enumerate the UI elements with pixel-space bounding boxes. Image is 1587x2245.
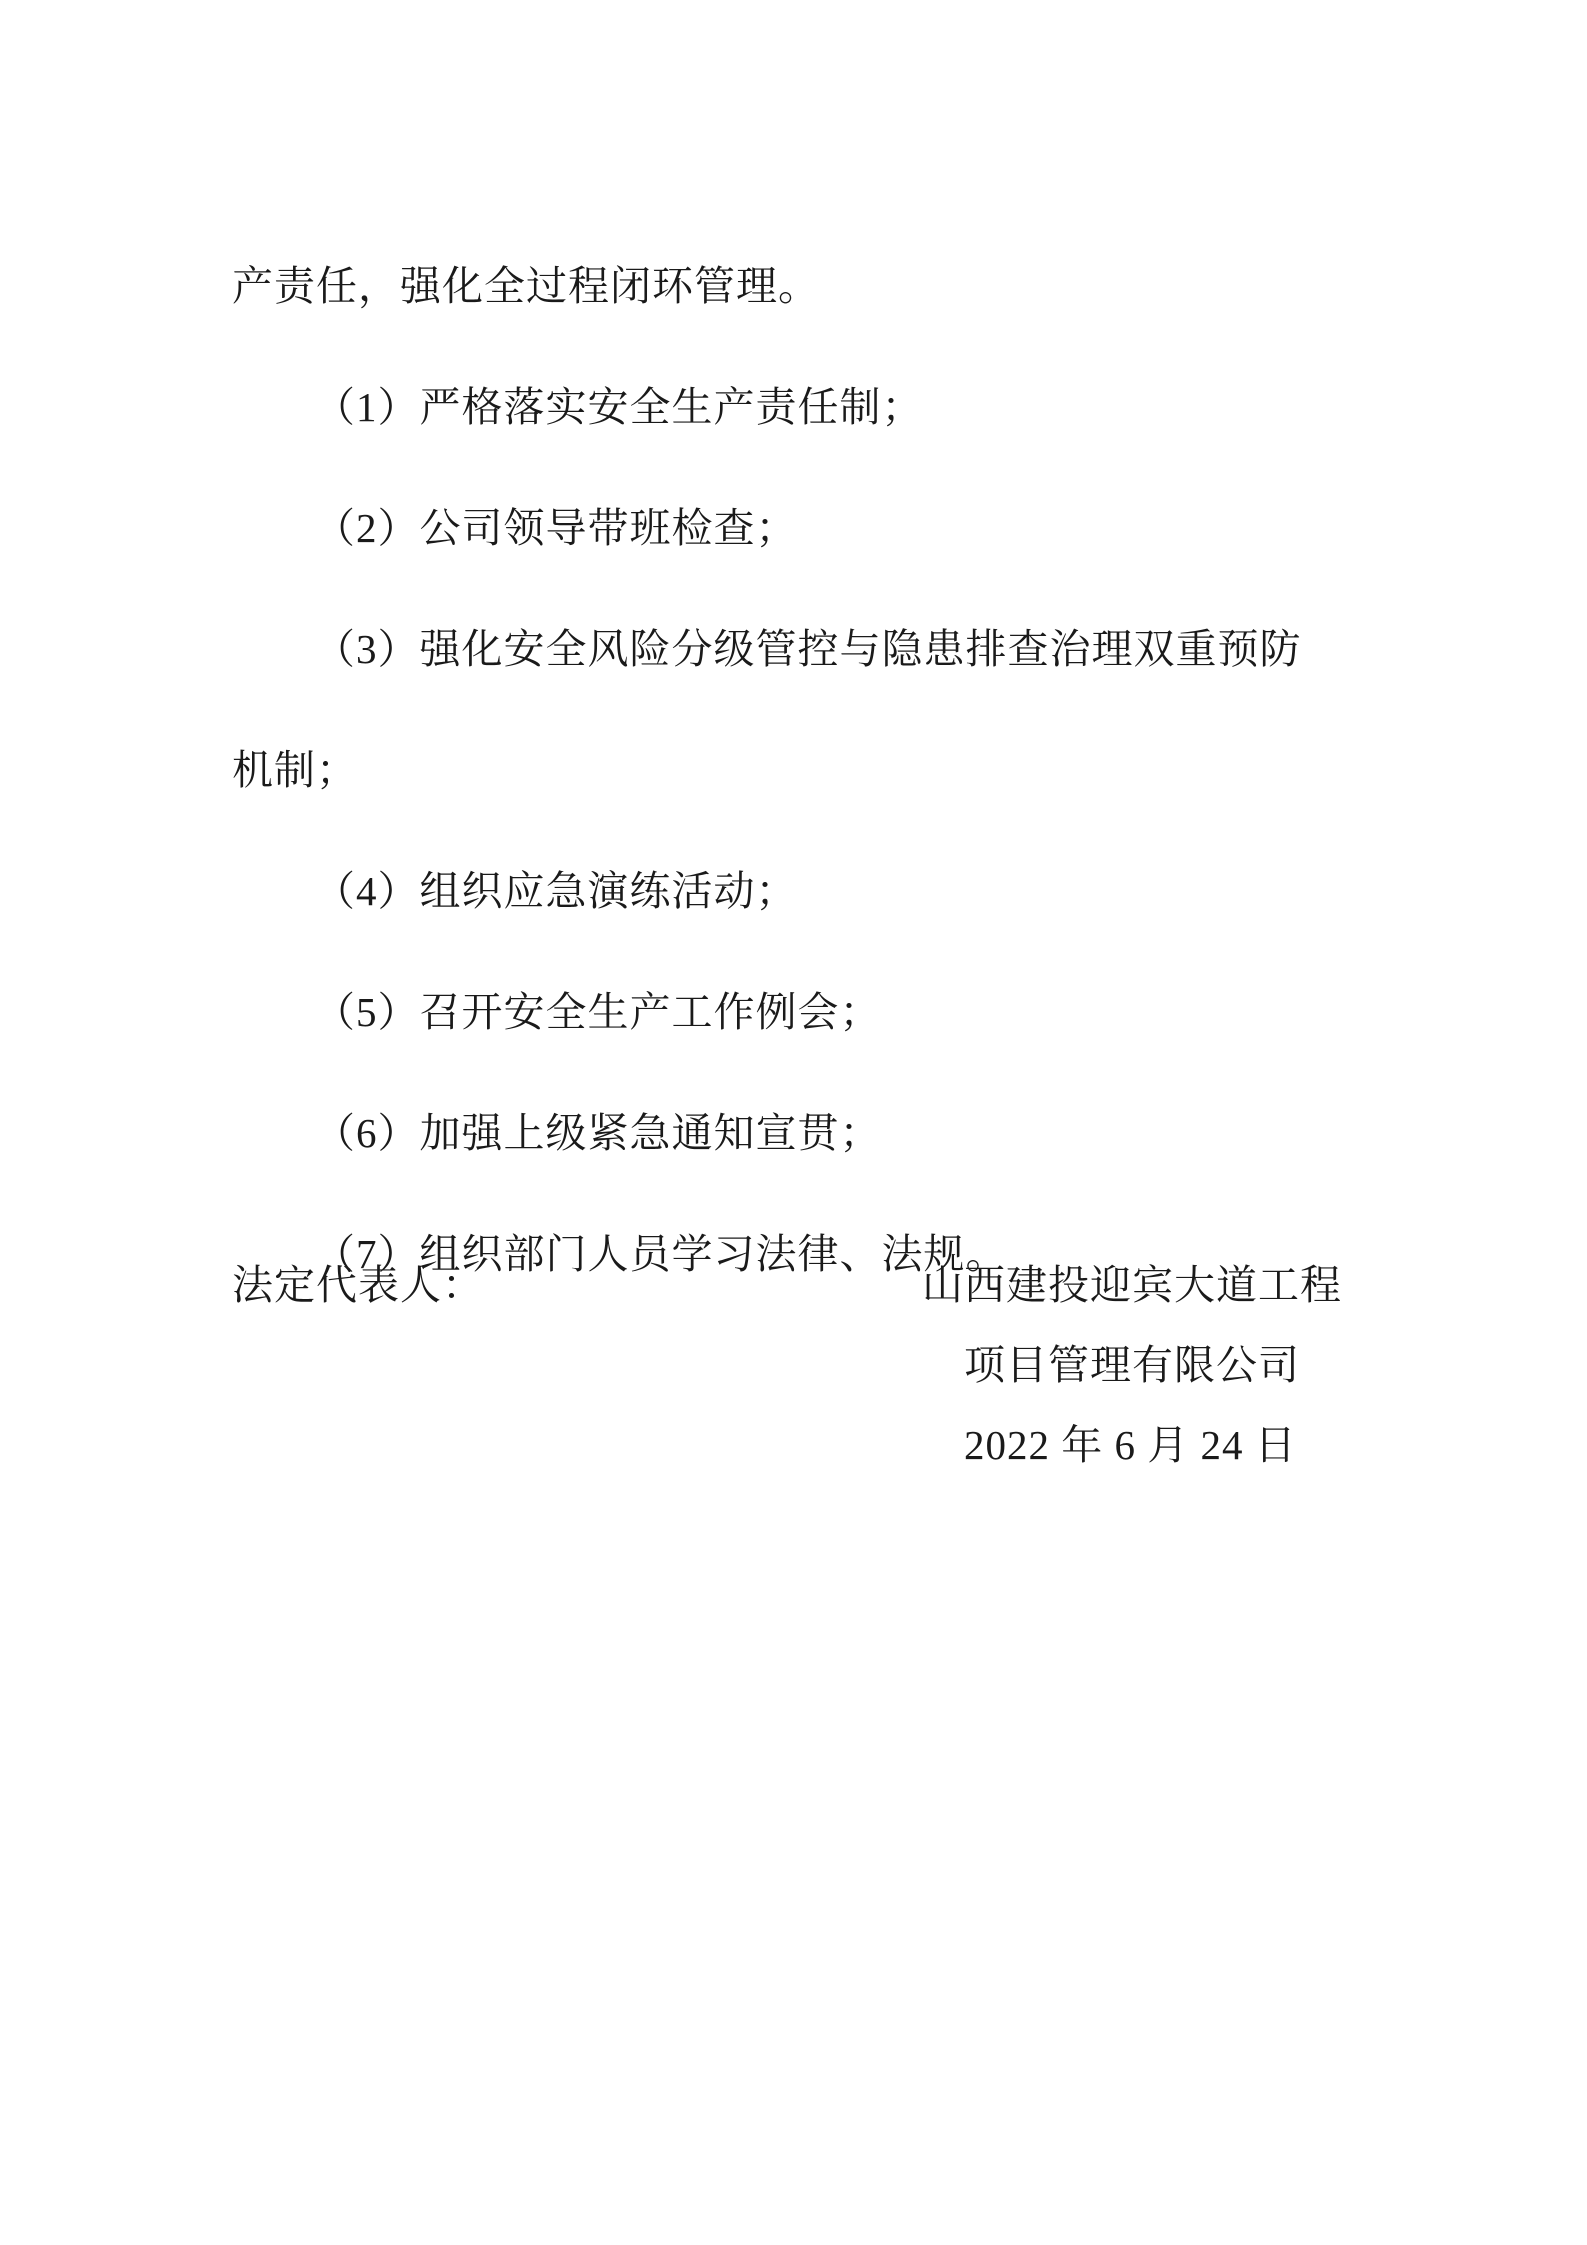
list-item-5: （5）召开安全生产工作例会； xyxy=(314,989,882,1035)
signing-company xyxy=(922,1245,1342,1485)
list-item-2: （2）公司领导带班检查； xyxy=(314,505,798,551)
company-name-line-1: 山西建投迎宾大道工程 xyxy=(922,1262,1342,1308)
document-body xyxy=(232,205,1352,1335)
signature-row xyxy=(232,1245,1352,1485)
list-item-6: （6）加强上级紧急通知宣贯； xyxy=(314,1110,882,1156)
list-item-3: （3）强化安全风险分级管控与隐患排查治理双重预防 xyxy=(314,626,1302,672)
list-item-4: （4）组织应急演练活动； xyxy=(314,868,798,914)
paragraph-continuation: 产责任，强化全过程闭环管理。 xyxy=(232,263,820,309)
list-item-7: （7）组织部门人员学习法律、法规。 xyxy=(314,1231,1008,1277)
signature-block xyxy=(232,1245,1352,1485)
company-name-line-2: 项目管理有限公司 xyxy=(964,1342,1300,1388)
list-item-1: （1）严格落实安全生产责任制； xyxy=(314,384,924,430)
legal-representative-label: 法定代表人： xyxy=(232,1262,484,1308)
list-item-3-continuation: 机制； xyxy=(232,747,358,793)
signature-date: 2022 年 6 月 24 日 xyxy=(964,1422,1297,1468)
